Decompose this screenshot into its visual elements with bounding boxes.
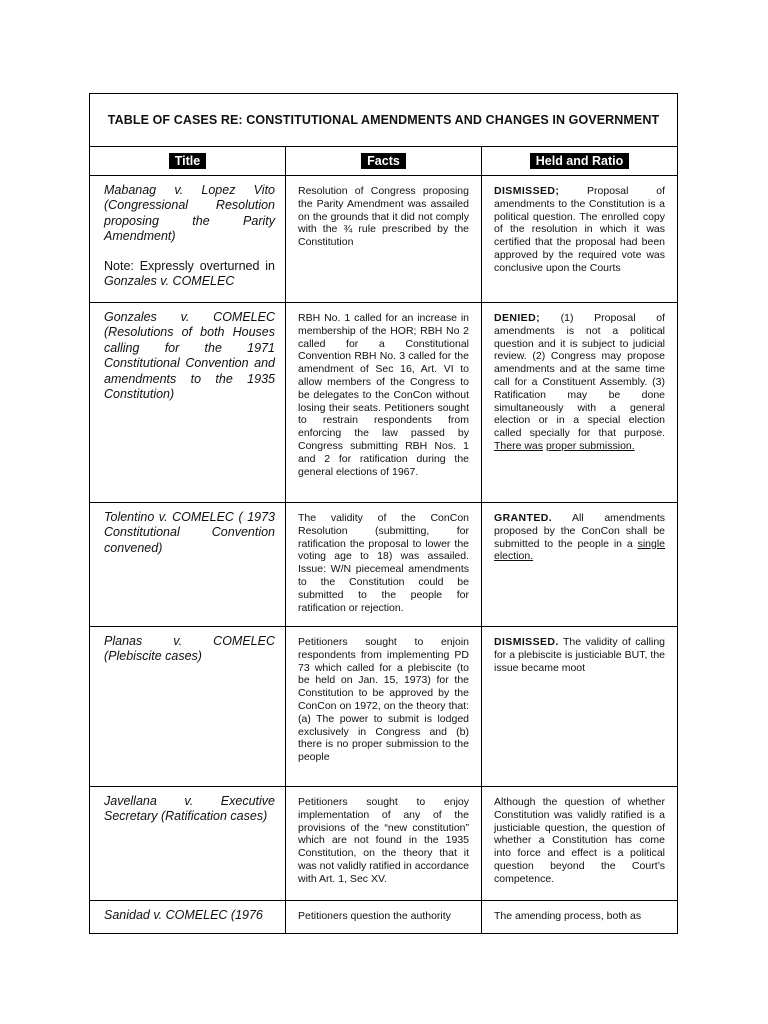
- cases-table: [89, 93, 678, 934]
- held-cell: [482, 303, 678, 503]
- held-cell: [482, 901, 678, 934]
- facts-text: Petitioners sought to enjoin respondents from implementing PD 73 which called for a plebiscite (to be held on Jan. 15, 1973) for the Constitution to be approved by the ConCon on 1972, on the theory that: (a) The power to submit is lodged exclusively in Congress and (b) there is no proper submission to the people: [298, 636, 469, 764]
- held-text: The validity of calling for a plebiscite is justiciable BUT, the issue became moot: [494, 636, 666, 674]
- header-facts-cell: [286, 147, 482, 176]
- header-title-cell: [90, 147, 286, 176]
- header-held: Held and Ratio: [530, 153, 630, 169]
- held-verdict: DISMISSED.: [494, 636, 559, 648]
- held-text: All amendments proposed by the ConCon shall be submitted to the people in a: [494, 512, 666, 550]
- case-note: [104, 259, 275, 290]
- held-text: Proposal of amendments to the Constitution is a political question. The enrolled copy of the resolution in which it was certified that the proposal had been approved by the required vote was conclusive upon the Courts: [494, 185, 666, 274]
- facts-cell: [286, 787, 482, 901]
- held-verdict: DENIED;: [494, 312, 540, 324]
- held-cell: [482, 503, 678, 627]
- case-title-cell: [90, 787, 286, 901]
- title-row: [90, 94, 678, 147]
- case-title-cell: [90, 303, 286, 503]
- held-underline-2: proper submission.: [545, 439, 635, 452]
- table-row: [90, 303, 678, 503]
- table-row: [90, 176, 678, 303]
- facts-text: Petitioners question the authority: [298, 910, 451, 922]
- case-title: Gonzales v. COMELEC (Resolutions of both Houses calling for the 1971 Constitutional Convention and amendments to the 1935 Constitution): [104, 310, 275, 402]
- case-title-cell: [90, 901, 286, 934]
- table-title: TABLE OF CASES RE: CONSTITUTIONAL AMENDMENTS AND CHANGES IN GOVERNMENT: [107, 113, 660, 127]
- case-title: Tolentino v. COMELEC ( 1973 Constitutional Convention convened): [104, 510, 275, 555]
- case-note-case: Gonzales v. COMELEC: [104, 274, 235, 289]
- held-text: (1) Proposal of amendments is not a political question and it is subject to judicial review. (2) Congress may propose amendments and at the same time call for a Constituent Assembly. (3) Ratification may be done simultaneously with a general election or in a special election called specially for that purpose.: [494, 312, 666, 440]
- held-text: The amending process, both as: [494, 910, 642, 922]
- header-row: [90, 147, 678, 176]
- held-underline-1: single: [637, 537, 666, 550]
- case-note-prefix: Note: Expressly overturned in: [104, 258, 275, 273]
- case-title-cell: [90, 503, 286, 627]
- held-underline-2: election.: [494, 550, 534, 563]
- case-title-cell: [90, 627, 286, 787]
- facts-cell: [286, 627, 482, 787]
- facts-cell: [286, 303, 482, 503]
- facts-cell: [286, 176, 482, 303]
- facts-cell: [286, 901, 482, 934]
- table-row: [90, 787, 678, 901]
- facts-text: The validity of the ConCon Resolution (submitting, for ratification the proposal to lower the voting age to 18) was assailed. Issue: W/N piecemeal amendments to the Constitution could be submitted to the people for ratification or rejection.: [298, 512, 469, 614]
- case-title: Javellana v. Executive Secretary (Ratification cases): [104, 794, 275, 824]
- case-title: Mabanag v. Lopez Vito (Congressional Resolution proposing the Parity Amendment): [104, 183, 275, 244]
- header-facts: Facts: [361, 153, 406, 169]
- case-title: Sanidad v. COMELEC (1976: [104, 908, 263, 922]
- held-cell: [482, 627, 678, 787]
- table-row: [90, 503, 678, 627]
- facts-text: RBH No. 1 called for an increase in membership of the HOR; RBH No 2 called for a Constitutional Convention RBH No. 3 called for the amendment of Sec 16, Art. VI to allow members of the Congress to be delegates to the ConCon without losing their seats. Petitioners sought to restrain respondents from enforcing the law passed by Congress submitting RBH Nos. 1 and 2 for ratification during the general elections of 1967.: [298, 312, 469, 478]
- case-title-cell: [90, 176, 286, 303]
- held-verdict: DISMISSED;: [494, 185, 560, 197]
- table-row: [90, 627, 678, 787]
- held-underline-1: There was: [494, 439, 544, 452]
- table-title-cell: [90, 94, 678, 147]
- facts-text: Resolution of Congress proposing the Parity Amendment was assailed on the grounds that it did not comply with the ¾ rule prescribed by the Constitution: [298, 185, 469, 249]
- header-held-cell: [482, 147, 678, 176]
- held-cell: [482, 787, 678, 901]
- held-verdict: GRANTED.: [494, 512, 553, 524]
- facts-cell: [286, 503, 482, 627]
- table-row: [90, 901, 678, 934]
- case-title: Planas v. COMELEC (Plebiscite cases): [104, 634, 275, 664]
- facts-text: Petitioners sought to enjoy implementation of any of the provisions of the “new constitution” which are not found in the 1935 Constitution, on the theory that it was not validly ratified in accordance with Art. 1, Sec XV.: [298, 796, 470, 885]
- held-cell: [482, 176, 678, 303]
- held-text: Although the question of whether Constitution was validly ratified is a justiciable question, the question of whether a Constitution has come into force and effect is a political question beyond the Court’s competence.: [494, 796, 666, 885]
- header-title: Title: [169, 153, 206, 169]
